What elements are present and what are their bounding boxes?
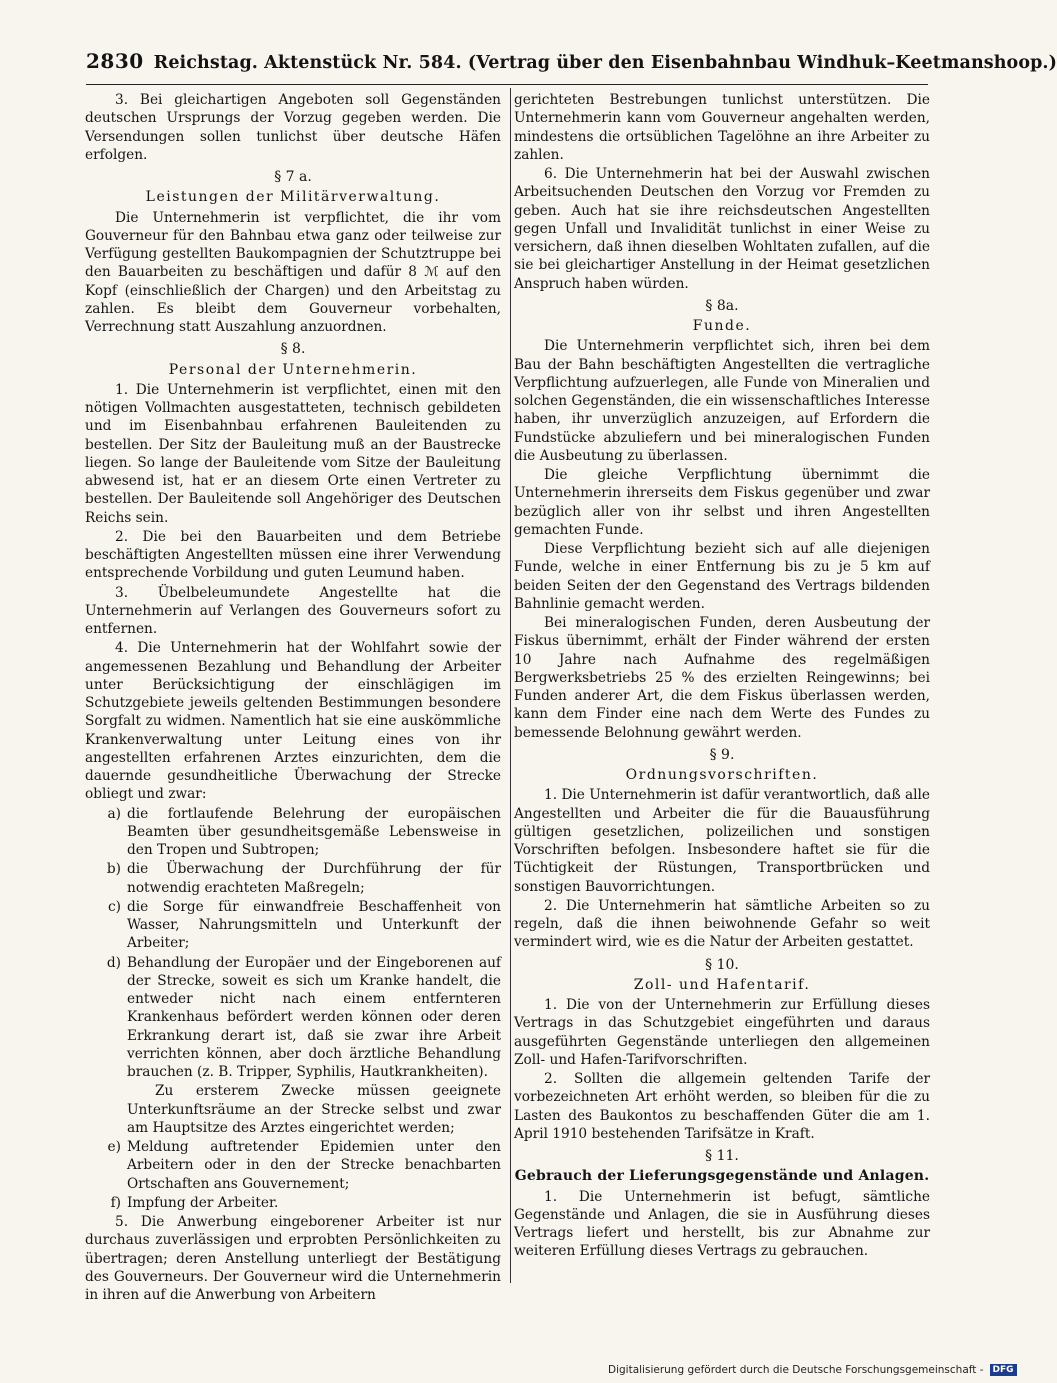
section-number: § 9.	[709, 746, 735, 763]
dfg-logo: DFG	[990, 1364, 1017, 1376]
section-title: Funde.	[692, 318, 752, 334]
section-title: Gebrauch der Lieferungsgegenstände und Anlagen.	[514, 1168, 930, 1185]
paragraph: 1. Die Unternehmerin ist befugt, sämtliche Gegenstände und Anlagen, die sie in Ausführung dieses Vertrags liefert und herstellt, bis zur Abnahme zur weiteren Erfüllung dieses Vertrags zu gebrauchen.	[514, 1188, 930, 1260]
list-note: Zu ersterem Zwecke müssen geeignete Unterkunftsräume an der Strecke selbst und zwar am Hauptsitze des Arztes eingerichtet werden;	[127, 1083, 501, 1136]
paragraph: 2. Die Unternehmerin hat sämtliche Arbeiten so zu regeln, daß die ihnen beiwohnende Gefahr so weit vermindert wird, wie es die Natur der Arbeiten gestattet.	[514, 897, 930, 951]
paragraph: 1. Die Unternehmerin ist dafür verantwortlich, daß alle Angestellten und Arbeiter die für die Bauausführung gültigen gesetzlichen, polizeilichen und sonstigen Vorschriften befolgen. Insbesondere haftet sie für die Tüchtigkeit der Rüstungen, Transportbrücken und sonstigen Bauvorrichtungen.	[514, 787, 930, 895]
list-text: Behandlung der Europäer und der Eingeborenen auf der Strecke, soweit es sich um Kranke handelt, die entweder nicht nach einem entfernteren Krankenhaus befördert werden können oder deren Erkrankung derart ist, daß sie zwar ihre Arbeit verrichten können, aber doch ärztliche Behandlung brauchen (z. B. Tripper, Syphilis, Hautkrankheiten).	[127, 954, 501, 1080]
page-number: 2830	[86, 49, 144, 73]
paragraph: Die Unternehmerin verpflichtet sich, ihren bei dem Bau der Bahn beschäftigten Angestellten die vertragliche Verpflichtung aufzuerlegen, alle Funde von Mineralien und solchen Gegenständen, die ein wissenschaftliches Interesse haben, ihr unverzüglich anzuzeigen, auf Erfordern die Fundstücke abzuliefern und bei mineralogischen Funden die Ausbeutung zu überlassen.	[514, 338, 930, 464]
paragraph: 1. Die Unternehmerin ist verpflichtet, einen mit den nötigen Vollmachten ausgestatteten, technisch gebildeten und im Eisenbahnbau erfahrenen Bauleitenden zu bestellen. Der Sitz der Bauleitung muß an der Baustrecke liegen. So lange der Bauleitende vom Sitze der Bauleitung abwesend ist, hat er an diesem Orte einen Vertreter zu bestellen. Der Bauleitende soll Angehöriger des Deutschen Reichs sein.	[85, 381, 501, 526]
list-marker: c)	[107, 898, 121, 915]
paragraph: 2. Die bei den Bauarbeiten und dem Betriebe beschäftigten Angestellten müssen eine ihrer Verwendung entsprechende Vorbildung und guten Leumund haben.	[85, 528, 501, 582]
list-item	[85, 898, 501, 953]
left-column	[85, 91, 501, 1303]
list-marker: e)	[107, 1139, 121, 1155]
list-text: Meldung auftretender Epidemien unter den Arbeitern oder in den der Strecke benachbarten Ortschaften ans Gouvernement;	[127, 1139, 501, 1192]
header-rule	[86, 84, 928, 85]
section-title: Personal der Unternehmerin.	[168, 361, 418, 378]
page-header	[86, 49, 1057, 73]
list-item	[85, 954, 501, 1082]
right-column	[514, 91, 930, 1291]
list-marker: b)	[106, 861, 121, 878]
paragraph: 6. Die Unternehmerin hat bei der Auswahl zwischen Arbeitsuchenden Deutschen den Vorzug vor Fremden zu geben. Auch hat sie ihre reichsdeutschen Angestellten gegen Unfall und Invalidität tunlichst in einer Weise zu versichern, daß ihnen dieselben Wohltaten zufallen, auf die sie bei gleichartiger Anstellung in der Heimat gesetzlichen Anspruch haben würden.	[514, 166, 930, 292]
list-text: die Sorge für einwandfreie Beschaffenheit von Wasser, Nahrungsmitteln und Unterkunft der Arbeiter;	[127, 898, 501, 952]
paragraph: Diese Verpflichtung bezieht sich auf alle diejenigen Funde, welche in einer Entfernung bis zu je 5 km auf beiden Seiten der den Gegenstand des Vertrags bildenden Bahnlinie gemacht werden.	[514, 541, 930, 612]
paragraph: 3. Bei gleichartigen Angeboten soll Gegenständen deutschen Ursprungs der Vorzug gegeben werden. Die Versendungen sollen tunlichst über deutsche Häfen erfolgen.	[85, 92, 501, 163]
paragraph: 4. Die Unternehmerin hat der Wohlfahrt sowie der angemessenen Bezahlung und Behandlung der Arbeiter unter Berücksichtigung der einschlägigen im Schutzgebiete jeweils geltenden Bestimmungen besondere Sorgfalt zu widmen. Namentlich hat sie eine auskömmliche Krankenverwaltung unter Leitung eines von ihr angestellten erfahrenen Arztes einzurichten, dem die dauernde gesundheitliche Überwachung der Strecke obliegt und zwar:	[85, 640, 501, 803]
paragraph: 2. Sollten die allgemein geltenden Tarife der vorbezeichneten Art erhöht werden, so bleiben für die zu Lasten des Baukontos zu beschaffenden Güter die am 1. April 1910 bestehenden Tarifsätze in Kraft.	[514, 1071, 930, 1142]
list-item	[85, 1138, 501, 1193]
paragraph: 5. Die Anwerbung eingeborener Arbeiter ist nur durchaus zuverlässigen und erprobten Persönlichkeiten zu übertragen; deren Anstellung unterliegt der Bestätigung des Gouverneurs. Der Gouverneur wird die Unternehmerin in ihren auf die Anwerbung von Arbeitern	[85, 1214, 501, 1303]
list-text: Impfung der Arbeiter.	[127, 1194, 279, 1211]
list-text: die Überwachung der Durchführung der für notwendig erachteten Maßregeln;	[127, 861, 501, 896]
section-title: Leistungen der Militärverwaltung.	[145, 189, 441, 206]
column-divider	[510, 88, 511, 1283]
list-marker: d)	[106, 954, 121, 971]
section-title: Zoll- und Hafentarif.	[633, 976, 811, 993]
paragraph: 1. Die von der Unternehmerin zur Erfüllung dieses Vertrags in das Schutzgebiet eingeführten und daraus ausgeführten Gegenstände unterliegen den allgemeinen Zoll- und Hafen-Tarifvorschriften.	[514, 997, 930, 1068]
section-number: § 11.	[705, 1148, 739, 1164]
section-number: § 8.	[280, 341, 306, 358]
list-marker: a)	[107, 805, 121, 822]
list-text: die fortlaufende Belehrung der europäischen Beamten über gesundheitsgemäße Lebensweise in den Tropen und Subtropen;	[127, 805, 501, 858]
section-number: § 7 a.	[274, 169, 312, 185]
credit-text: Digitalisierung gefördert durch die Deutsche Forschungsgemeinschaft -	[608, 1364, 984, 1376]
list-marker: f)	[110, 1194, 121, 1211]
paragraph: Die gleiche Verpflichtung übernimmt die Unternehmerin ihrerseits dem Fiskus gegenüber und zwar bezüglich aller von ihr selbst und ihren Angestellten gemachten Funde.	[514, 467, 930, 538]
section-title: Ordnungsvorschriften.	[625, 767, 819, 783]
section-number: § 8a.	[705, 297, 739, 314]
paragraph: Bei mineralogischen Funden, deren Ausbeutung der Fiskus übernimmt, erhält der Finder während der ersten 10 Jahre nach Aufnahme des regelmäßigen Bergwerksbetriebs 25 % des erzielten Reingewinns; bei Funden anderer Art, die dem Fiskus überlassen werden, kann dem Finder eine nach dem Werte des Fundes zu bemessende Belohnung gewährt werden.	[514, 615, 930, 741]
paragraph: Die Unternehmerin ist verpflichtet, die ihr vom Gouverneur für den Bahnbau etwa ganz oder teilweise zur Verfügung gestellten Baukompagnien der Schutztruppe bei den Bauarbeiten zu beschäftigen und dafür 8 ℳ auf den Kopf (einschließlich der Chargen) und den Arbeitstag zu zahlen. Es bleibt dem Gouverneur vorbehalten, Verrechnung statt Auszahlung anzuordnen.	[85, 209, 501, 335]
digitization-credit	[608, 1363, 1014, 1377]
list-item	[85, 805, 501, 860]
paragraph: gerichteten Bestrebungen tunlichst unterstützen. Die Unternehmerin kann vom Gouverneur angehalten werden, mindestens die ortsüblichen Tagelöhne an ihre Arbeiter zu zahlen.	[514, 92, 930, 163]
section-number: § 10.	[705, 956, 739, 973]
list-item	[85, 1194, 501, 1212]
paragraph: 3. Übelbeleumundete Angestellte hat die Unternehmerin auf Verlangen des Gouverneurs sofort zu entfernen.	[85, 584, 501, 637]
running-title: Reichstag. Aktenstück Nr. 584. (Vertrag über den Eisenbahnbau Windhuk–Keetmanshoop.)	[153, 53, 1057, 73]
list-item	[85, 860, 501, 897]
